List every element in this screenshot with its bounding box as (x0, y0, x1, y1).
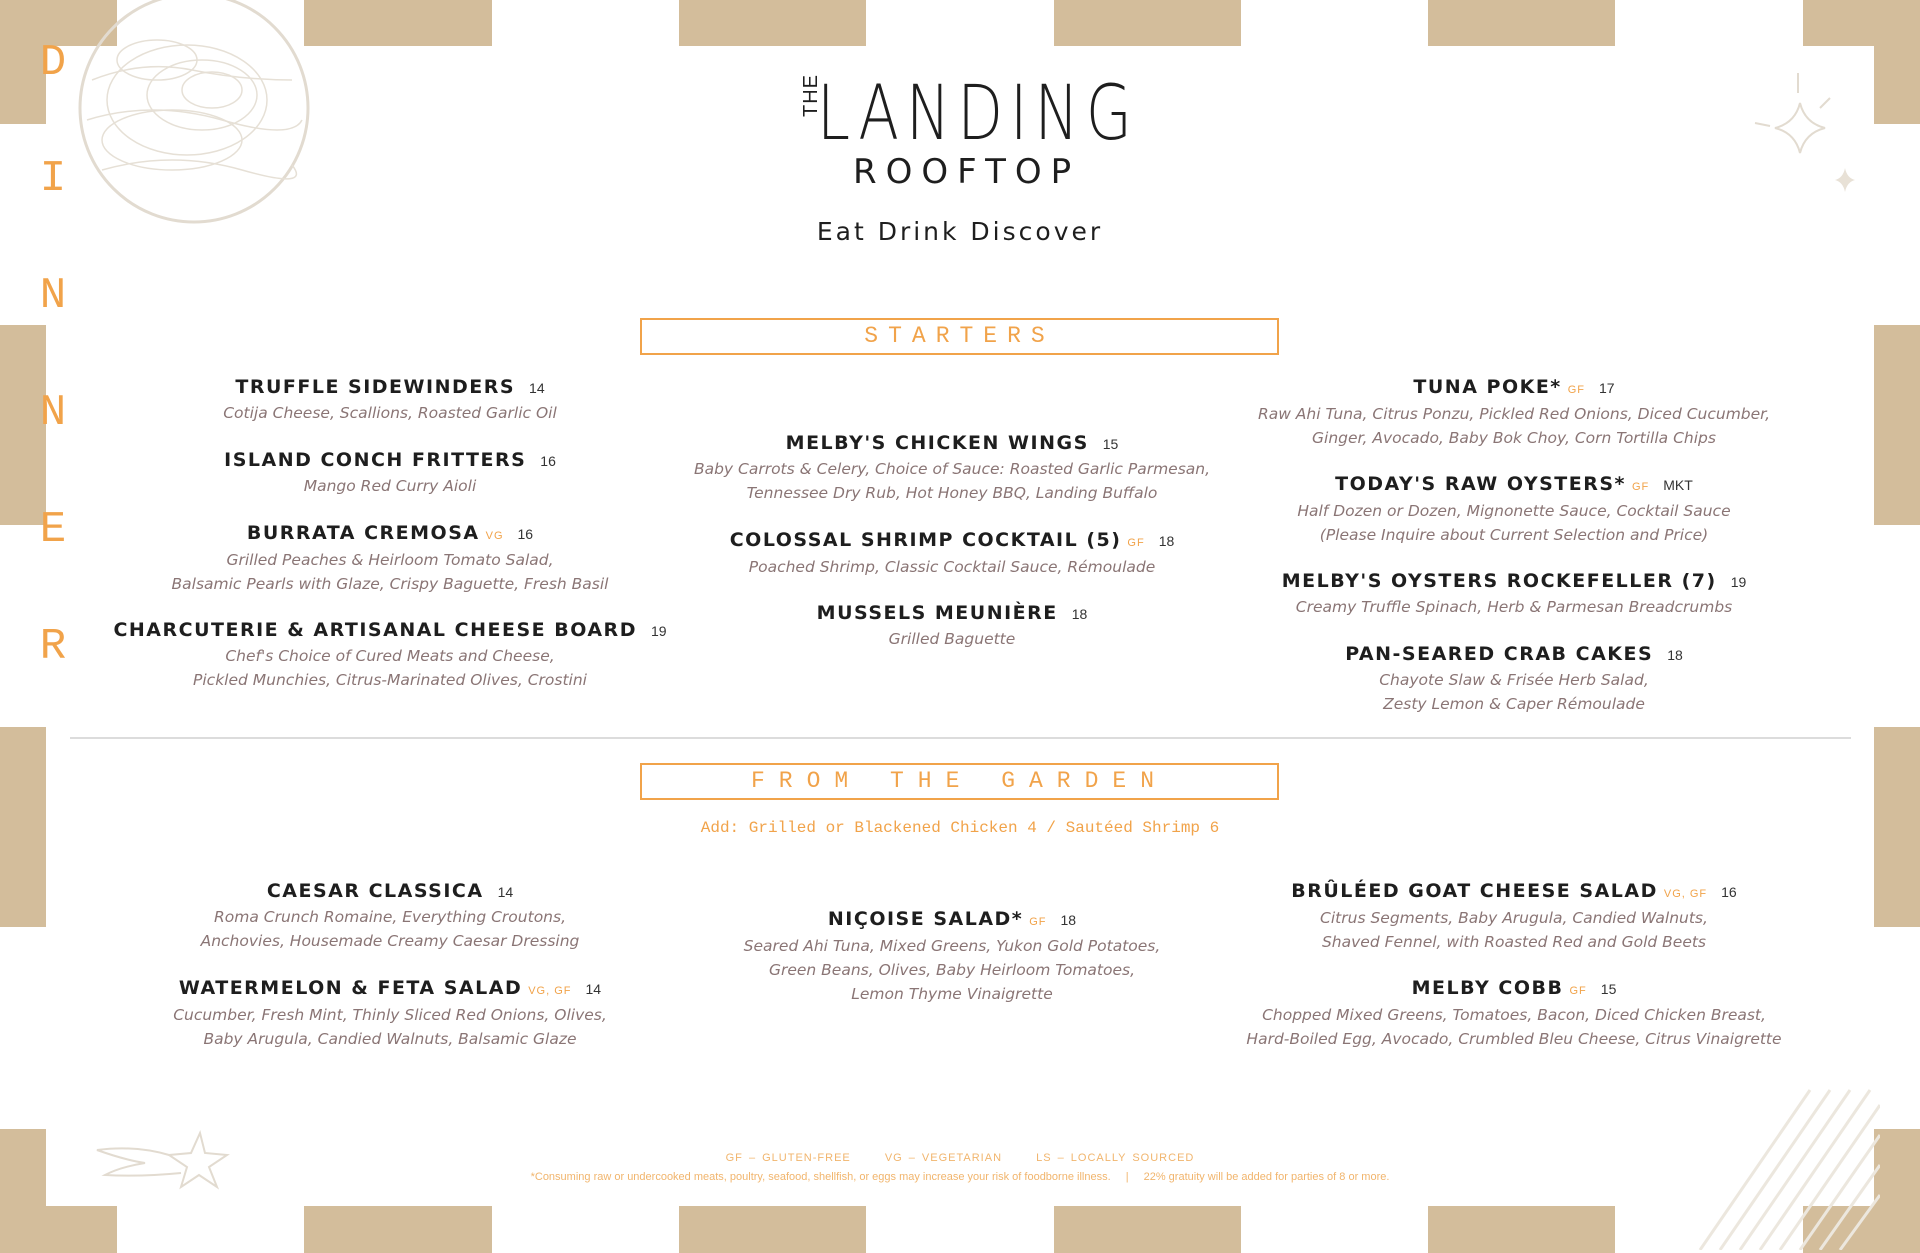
item-name: MELBY'S OYSTERS ROCKEFELLER (7) (1281, 570, 1717, 592)
item-dietary-tag: GF (1029, 916, 1047, 928)
footer-separator: | (1125, 1171, 1129, 1183)
item-name: PAN-SEARED CRAB CAKES (1345, 643, 1654, 665)
moon-illustration (62, 0, 327, 240)
item-dietary-tag: GF (1567, 384, 1586, 396)
item-name: TODAY'S RAW OYSTERS* (1335, 473, 1626, 495)
item-description: Raw Ahi Tuna, Citrus Ponzu, Pickled Red Onions, Diced Cucumber, (1257, 405, 1771, 423)
item-description: Grilled Peaches & Heirloom Tomato Salad, (226, 551, 554, 569)
item-name: TRUFFLE SIDEWINDERS (235, 376, 516, 398)
item-name: BURRATA CREMOSA (246, 522, 480, 544)
logo-rooftop: ROOFTOP (853, 152, 1081, 192)
item-dietary-tag: GF (1569, 985, 1587, 997)
item-price: 19 (1730, 574, 1747, 590)
item-description: Creamy Truffle Spinach, Herb & Parmesan Breadcrumbs (1295, 598, 1733, 616)
item-name: MELBY COBB (1411, 977, 1564, 999)
item-price: 18 (1060, 912, 1077, 928)
item-name: TUNA POKE* (1413, 376, 1562, 398)
item-name: BRÛLÉED GOAT CHEESE SALAD (1291, 880, 1658, 902)
menu-item (70, 521, 710, 596)
item-description: Chopped Mixed Greens, Tomatoes, Bacon, Diced Chicken Breast, (1262, 1006, 1766, 1024)
menu-item (1194, 879, 1834, 954)
item-dietary-tag: VG, GF (528, 985, 572, 997)
item-description: Cotija Cheese, Scallions, Roasted Garlic Oil (223, 404, 557, 422)
section-heading-garden: FROM THE GARDEN (640, 763, 1279, 800)
item-price: 15 (1102, 436, 1119, 452)
legend-item: LS – LOCALLY SOURCED (1036, 1152, 1195, 1164)
item-price: 14 (585, 981, 602, 997)
item-dietary-tag: GF (1127, 537, 1145, 549)
item-price: 14 (497, 884, 514, 900)
garden-addon-note: Add: Grilled or Blackened Chicken 4 / Sautéed Shrimp 6 (700, 819, 1220, 837)
item-price: MKT (1663, 477, 1693, 493)
item-price: 17 (1599, 380, 1615, 396)
item-description: Ginger, Avocado, Baby Bok Choy, Corn Tortilla Chips (1312, 429, 1716, 447)
item-description: (Please Inquire about Current Selection and Price) (1319, 526, 1709, 544)
menu-item (1194, 976, 1834, 1051)
item-description: Poached Shrimp, Classic Cocktail Sauce, Rémoulade (748, 558, 1156, 576)
item-description: Zesty Lemon & Caper Rémoulade (1383, 695, 1645, 713)
item-price: 18 (1071, 606, 1088, 622)
menu-item (1194, 569, 1834, 619)
menu-item (632, 528, 1272, 579)
item-description: Chef's Choice of Cured Meats and Cheese, (225, 647, 555, 665)
menu-item (1194, 642, 1834, 716)
item-dietary-tag: GF (1631, 481, 1650, 493)
item-name: WATERMELON & FETA SALAD (178, 977, 523, 999)
side-letter: E (39, 505, 67, 555)
item-price: 16 (540, 453, 556, 469)
item-description: Tennessee Dry Rub, Hot Honey BBQ, Landing Buffalo (746, 484, 1158, 502)
item-description: Seared Ahi Tuna, Mixed Greens, Yukon Gold Potatoes, (743, 937, 1161, 955)
item-description: Citrus Segments, Baby Arugula, Candied Walnuts, (1320, 909, 1708, 927)
food-safety-note: *Consuming raw or undercooked meats, poultry, seafood, shellfish, or eggs may increase your risk of foodborne illness. (530, 1171, 1111, 1183)
menu-item (70, 375, 710, 425)
item-name: MUSSELS MEUNIÈRE (816, 602, 1058, 624)
item-description: Shaved Fennel, with Roasted Red and Gold Beets (1321, 933, 1707, 951)
item-description: Grilled Baguette (888, 630, 1016, 648)
item-description: Baby Carrots & Celery, Choice of Sauce: Roasted Garlic Parmesan, (693, 460, 1211, 478)
item-price: 16 (1721, 884, 1737, 900)
side-letter: R (39, 622, 67, 672)
item-description: Hard-Boiled Egg, Avocado, Crumbled Bleu Cheese, Citrus Vinaigrette (1246, 1030, 1782, 1048)
menu-item (632, 907, 1272, 1006)
logo-the: THE (800, 74, 822, 117)
item-price: 15 (1600, 981, 1617, 997)
item-price: 14 (529, 380, 545, 396)
section-heading-starters: STARTERS (640, 318, 1279, 355)
menu-item (70, 976, 710, 1051)
footer-disclaimer (0, 1171, 1920, 1183)
item-name: CAESAR CLASSICA (266, 880, 484, 902)
item-price: 16 (517, 526, 534, 542)
menu-item (70, 879, 710, 953)
sparkle-icon (1750, 68, 1860, 208)
legend-item: VG – VEGETARIAN (884, 1152, 1003, 1164)
logo-landing: LANDING (817, 68, 1139, 157)
menu-item (70, 448, 710, 498)
item-description: Mango Red Curry Aioli (303, 477, 477, 495)
side-letter: D (39, 38, 67, 88)
item-description: Lemon Thyme Vinaigrette (851, 985, 1053, 1003)
item-name: COLOSSAL SHRIMP COCKTAIL (5) (729, 529, 1122, 551)
tagline: Eat Drink Discover (816, 217, 1104, 246)
menu-item (1194, 472, 1834, 547)
section-divider (70, 737, 1851, 739)
item-description: Green Beans, Olives, Baby Heirloom Tomatoes, (768, 961, 1136, 979)
item-description: Cucumber, Fresh Mint, Thinly Sliced Red Onions, Olives, (173, 1006, 607, 1024)
item-name: MELBY'S CHICKEN WINGS (785, 432, 1089, 454)
item-name: CHARCUTERIE & ARTISANAL CHEESE BOARD (113, 619, 637, 641)
side-letter: N (39, 388, 67, 438)
menu-item (632, 601, 1272, 651)
item-description: Baby Arugula, Candied Walnuts, Balsamic Glaze (203, 1030, 577, 1048)
legend-item: GF – GLUTEN-FREE (725, 1152, 851, 1164)
item-price: 18 (1667, 647, 1683, 663)
dietary-legend (0, 1152, 1920, 1164)
item-name: ISLAND CONCH FRITTERS (224, 449, 527, 471)
item-description: Chayote Slaw & Frisée Herb Salad, (1379, 671, 1649, 689)
item-description: Anchovies, Housemade Creamy Caesar Dressing (200, 932, 580, 950)
item-name: NIÇOISE SALAD* (827, 908, 1024, 930)
gratuity-note: 22% gratuity will be added for parties of 8 or more. (1143, 1171, 1390, 1183)
side-letter: I (39, 154, 67, 204)
item-description: Roma Crunch Romaine, Everything Croutons, (214, 908, 566, 926)
item-price: 18 (1158, 533, 1175, 549)
menu-item (632, 431, 1272, 505)
item-description: Half Dozen or Dozen, Mignonette Sauce, Cocktail Sauce (1297, 502, 1731, 520)
hatch-decoration (1690, 1050, 1880, 1250)
item-description: Balsamic Pearls with Glaze, Crispy Baguette, Fresh Basil (171, 575, 609, 593)
side-letter: N (39, 271, 67, 321)
item-description: Pickled Munchies, Citrus-Marinated Olives, Crostini (193, 671, 587, 689)
item-price: 19 (650, 623, 667, 639)
item-dietary-tag: VG (485, 530, 504, 542)
menu-item (70, 618, 710, 692)
item-dietary-tag: VG, GF (1663, 888, 1708, 900)
menu-item (1194, 375, 1834, 450)
